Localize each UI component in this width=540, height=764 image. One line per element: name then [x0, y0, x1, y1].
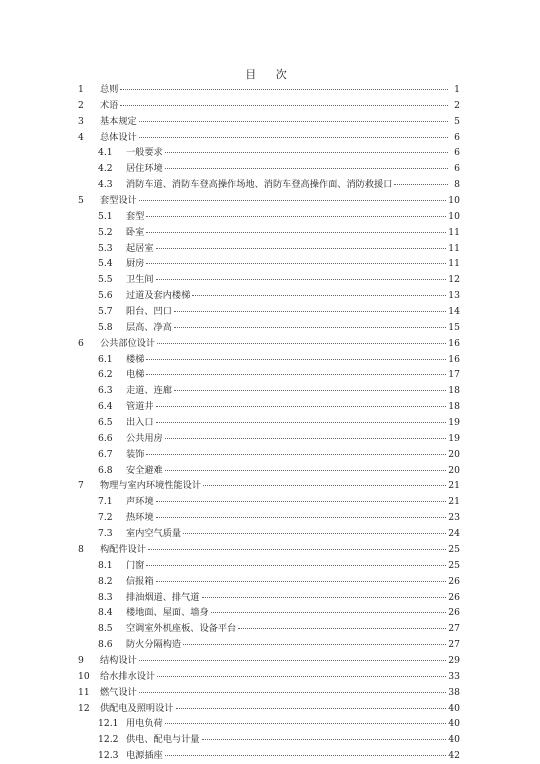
toc-entry-page-number: 16 — [448, 353, 460, 365]
toc-entry-label: 电梯 — [126, 369, 145, 381]
toc-entry-number: 6.1 — [98, 353, 113, 365]
toc-entry — [78, 336, 460, 352]
toc-entry-label: 防火分隔构造 — [126, 639, 182, 651]
toc-entry — [78, 193, 460, 209]
toc-entry — [78, 225, 460, 241]
dot-leader — [146, 565, 446, 566]
toc-entry-label: 居住环境 — [126, 163, 163, 175]
toc-entry-page-number: 6 — [454, 131, 460, 143]
toc-entry-page-number: 40 — [448, 734, 460, 746]
toc-entry — [78, 399, 460, 415]
toc-entry-label: 出入口 — [126, 417, 154, 429]
toc-entry-page-number: 2 — [454, 99, 460, 111]
toc-entry — [78, 288, 460, 304]
toc-entry-number: 12.1 — [98, 718, 119, 730]
toc-entry-page-number: 26 — [448, 607, 460, 619]
dot-leader — [165, 723, 447, 724]
toc-entry-number: 5.8 — [98, 321, 113, 333]
toc-entry-number: 4.1 — [98, 147, 113, 159]
toc-entry-page-number: 17 — [448, 369, 460, 381]
dot-leader — [211, 612, 447, 613]
toc-entry — [78, 685, 460, 701]
toc-entry-label: 给水排水设计 — [100, 670, 156, 682]
toc-entry-number: 5 — [78, 195, 84, 207]
toc-entry-label: 公共用房 — [126, 432, 163, 444]
toc-entry — [78, 463, 460, 479]
toc-entry-label: 电源插座 — [126, 750, 163, 762]
toc-entry-label: 阳台、凹口 — [126, 306, 172, 318]
table-of-contents — [78, 82, 460, 764]
toc-entry-page-number: 11 — [448, 242, 460, 254]
dot-leader — [183, 533, 446, 534]
toc-entry-number: 9 — [78, 654, 84, 666]
toc-entry-label: 术语 — [100, 99, 119, 111]
dot-leader — [139, 137, 448, 138]
toc-entry-number: 6.7 — [98, 448, 113, 460]
toc-entry — [78, 256, 460, 272]
toc-entry — [78, 352, 460, 368]
toc-entry-page-number: 20 — [448, 464, 460, 476]
toc-entry — [78, 526, 460, 542]
toc-entry-page-number: 26 — [448, 591, 460, 603]
toc-entry-number: 4 — [78, 131, 84, 143]
dot-leader — [165, 470, 447, 471]
toc-entry-page-number: 21 — [448, 480, 460, 492]
toc-entry — [78, 669, 460, 685]
toc-entry — [78, 367, 460, 383]
toc-entry-number: 8.1 — [98, 559, 113, 571]
toc-entry-number: 8.6 — [98, 639, 113, 651]
toc-entry-number: 4.2 — [98, 163, 113, 175]
dot-leader — [156, 422, 447, 423]
toc-entry-number: 6 — [78, 337, 84, 349]
dot-leader — [238, 628, 446, 629]
toc-entry-page-number: 11 — [448, 226, 460, 238]
toc-entry-page-number: 15 — [448, 321, 460, 333]
dot-leader — [174, 390, 446, 391]
toc-entry-number: 6.2 — [98, 369, 113, 381]
toc-entry — [78, 748, 460, 764]
toc-entry — [78, 574, 460, 590]
toc-entry-label: 信报箱 — [126, 575, 154, 587]
toc-entry — [78, 732, 460, 748]
dot-leader — [156, 501, 447, 502]
toc-entry — [78, 653, 460, 669]
toc-entry-number: 6.6 — [98, 432, 113, 444]
toc-entry-label: 安全避难 — [126, 464, 163, 476]
toc-entry-page-number: 42 — [448, 750, 460, 762]
toc-entry — [78, 637, 460, 653]
toc-entry-number: 4.3 — [98, 179, 113, 191]
dot-leader — [165, 755, 447, 756]
toc-entry-label: 起居室 — [126, 242, 154, 254]
toc-entry-number: 1 — [78, 84, 84, 95]
toc-entry-page-number: 11 — [448, 258, 460, 270]
toc-entry — [78, 241, 460, 257]
toc-entry-number: 2 — [78, 99, 84, 111]
toc-entry-number: 6.5 — [98, 417, 113, 429]
dot-leader — [165, 168, 448, 169]
toc-entry-page-number: 29 — [448, 654, 460, 666]
toc-entry-page-number: 40 — [448, 702, 460, 714]
dot-leader — [139, 692, 447, 693]
dot-leader — [157, 343, 446, 344]
toc-entry-label: 基本规定 — [100, 115, 137, 127]
toc-entry-label: 一般要求 — [126, 147, 163, 159]
dot-leader — [174, 327, 446, 328]
toc-entry — [78, 177, 460, 193]
toc-entry-page-number: 13 — [448, 290, 460, 302]
toc-entry-page-number: 21 — [448, 496, 460, 508]
dot-leader — [139, 660, 447, 661]
toc-entry-number: 5.7 — [98, 306, 113, 318]
toc-entry-page-number: 27 — [448, 639, 460, 651]
dot-leader — [148, 549, 446, 550]
toc-entry-number: 5.3 — [98, 242, 113, 254]
toc-entry-number: 8.5 — [98, 623, 113, 635]
toc-entry-page-number: 20 — [448, 448, 460, 460]
toc-entry-label: 卧室 — [126, 226, 145, 238]
toc-entry-label: 套型设计 — [100, 195, 137, 207]
toc-entry — [78, 145, 460, 161]
toc-entry-label: 楼地面、屋面、墙身 — [126, 607, 209, 619]
toc-entry-page-number: 19 — [448, 432, 460, 444]
dot-leader — [156, 406, 447, 407]
toc-entry-label: 套型 — [126, 210, 145, 222]
dot-leader — [202, 739, 447, 740]
dot-leader — [146, 232, 446, 233]
toc-entry-page-number: 23 — [448, 512, 460, 524]
toc-entry — [78, 114, 460, 130]
toc-entry-label: 楼梯 — [126, 353, 145, 365]
dot-leader — [120, 89, 448, 90]
dot-leader — [156, 517, 447, 518]
toc-entry-number: 10 — [78, 670, 90, 682]
toc-entry-label: 总则 — [100, 84, 119, 95]
toc-entry-label: 管道井 — [126, 401, 154, 413]
toc-entry-page-number: 18 — [448, 385, 460, 397]
toc-entry — [78, 701, 460, 717]
toc-entry-label: 过道及套内楼梯 — [126, 290, 191, 302]
toc-entry-number: 12.3 — [98, 750, 119, 762]
toc-entry — [78, 447, 460, 463]
toc-entry-label: 供电、配电与计量 — [126, 734, 200, 746]
toc-entry — [78, 494, 460, 510]
toc-entry-number: 12 — [78, 702, 90, 714]
toc-entry-label: 用电负荷 — [126, 718, 163, 730]
toc-entry — [78, 98, 460, 114]
toc-entry-number: 7 — [78, 480, 84, 492]
toc-entry — [78, 590, 460, 606]
toc-entry-label: 厨房 — [126, 258, 145, 270]
dot-leader — [146, 374, 446, 375]
toc-entry-page-number: 40 — [448, 718, 460, 730]
toc-entry-number: 6.3 — [98, 385, 113, 397]
toc-entry — [78, 161, 460, 177]
toc-entry-number: 7.2 — [98, 512, 113, 524]
dot-leader — [394, 184, 448, 185]
toc-entry-number: 7.3 — [98, 528, 113, 540]
toc-entry-page-number: 10 — [448, 210, 460, 222]
dot-leader — [176, 708, 447, 709]
toc-entry-label: 空调室外机座板、设备平台 — [126, 623, 237, 635]
toc-entry — [78, 558, 460, 574]
toc-entry-page-number: 8 — [454, 179, 460, 191]
toc-entry-label: 声环境 — [126, 496, 154, 508]
toc-entry-label: 构配件设计 — [100, 543, 146, 555]
dot-leader — [174, 311, 446, 312]
toc-entry-number: 6.8 — [98, 464, 113, 476]
toc-entry — [78, 304, 460, 320]
toc-entry-page-number: 1 — [454, 84, 460, 95]
dot-leader — [202, 597, 447, 598]
dot-leader — [139, 200, 447, 201]
toc-entry-page-number: 19 — [448, 417, 460, 429]
dot-leader — [192, 295, 446, 296]
dot-leader — [165, 152, 448, 153]
toc-entry-number: 8.2 — [98, 575, 113, 587]
toc-entry-label: 供配电及照明设计 — [100, 702, 174, 714]
toc-entry-page-number: 24 — [448, 528, 460, 540]
toc-entry — [78, 383, 460, 399]
toc-entry — [78, 272, 460, 288]
toc-entry-label: 总体设计 — [100, 131, 137, 143]
toc-entry — [78, 431, 460, 447]
toc-entry-number: 3 — [78, 115, 84, 127]
toc-entry — [78, 510, 460, 526]
toc-entry-page-number: 14 — [448, 306, 460, 318]
toc-entry-page-number: 26 — [448, 575, 460, 587]
dot-leader — [120, 105, 448, 106]
toc-entry-label: 热环境 — [126, 512, 154, 524]
dot-leader — [156, 581, 447, 582]
toc-entry-number: 8.3 — [98, 591, 113, 603]
toc-entry-number: 12.2 — [98, 734, 119, 746]
toc-entry — [78, 542, 460, 558]
toc-entry-page-number: 25 — [448, 559, 460, 571]
toc-entry — [78, 209, 460, 225]
toc-entry-page-number: 18 — [448, 401, 460, 413]
toc-title: 目 次 — [245, 68, 295, 81]
dot-leader — [157, 676, 446, 677]
toc-entry — [78, 320, 460, 336]
toc-entry-label: 燃气设计 — [100, 686, 137, 698]
toc-entry-label: 结构设计 — [100, 654, 137, 666]
dot-leader — [183, 644, 446, 645]
toc-entry — [78, 130, 460, 146]
toc-entry-page-number: 27 — [448, 623, 460, 635]
dot-leader — [146, 454, 446, 455]
toc-entry-label: 室内空气质量 — [126, 528, 182, 540]
toc-entry-number: 11 — [78, 686, 90, 698]
toc-entry-label: 公共部位设计 — [100, 337, 156, 349]
toc-entry-page-number: 12 — [448, 274, 460, 286]
toc-entry-number: 5.4 — [98, 258, 113, 270]
toc-entry — [78, 82, 460, 98]
toc-entry-page-number: 25 — [448, 543, 460, 555]
toc-entry — [78, 605, 460, 621]
toc-entry-page-number: 6 — [454, 163, 460, 175]
toc-entry-number: 6.4 — [98, 401, 113, 413]
toc-entry-label: 物理与室内环境性能设计 — [100, 480, 202, 492]
toc-entry — [78, 415, 460, 431]
dot-leader — [146, 263, 446, 264]
toc-entry — [78, 716, 460, 732]
dot-leader — [146, 216, 446, 217]
toc-entry-label: 消防车道、消防车登高操作场地、消防车登高操作面、消防救援口 — [126, 179, 393, 191]
toc-entry-page-number: 6 — [454, 147, 460, 159]
toc-entry-label: 走道、连廊 — [126, 385, 172, 397]
toc-entry-number: 5.6 — [98, 290, 113, 302]
toc-entry-number: 5.1 — [98, 210, 113, 222]
dot-leader — [165, 438, 447, 439]
toc-entry-number: 7.1 — [98, 496, 113, 508]
dot-leader — [203, 485, 446, 486]
toc-entry-page-number: 16 — [448, 337, 460, 349]
toc-entry-number: 8.4 — [98, 607, 113, 619]
toc-entry-label: 层高、净高 — [126, 321, 172, 333]
dot-leader — [146, 359, 446, 360]
toc-entry-label: 装饰 — [126, 448, 145, 460]
toc-entry-label: 门窗 — [126, 559, 145, 571]
toc-entry — [78, 478, 460, 494]
toc-entry-number: 8 — [78, 543, 84, 555]
toc-entry-number: 5.2 — [98, 226, 113, 238]
toc-entry-number: 5.5 — [98, 274, 113, 286]
dot-leader — [156, 279, 447, 280]
toc-entry-page-number: 10 — [448, 195, 460, 207]
toc-entry-page-number: 38 — [448, 686, 460, 698]
toc-entry-label: 排油烟道、排气道 — [126, 591, 200, 603]
dot-leader — [156, 248, 447, 249]
toc-entry-page-number: 5 — [454, 115, 460, 127]
toc-entry-label: 卫生间 — [126, 274, 154, 286]
toc-entry — [78, 621, 460, 637]
dot-leader — [139, 121, 448, 122]
toc-entry-page-number: 33 — [448, 670, 460, 682]
